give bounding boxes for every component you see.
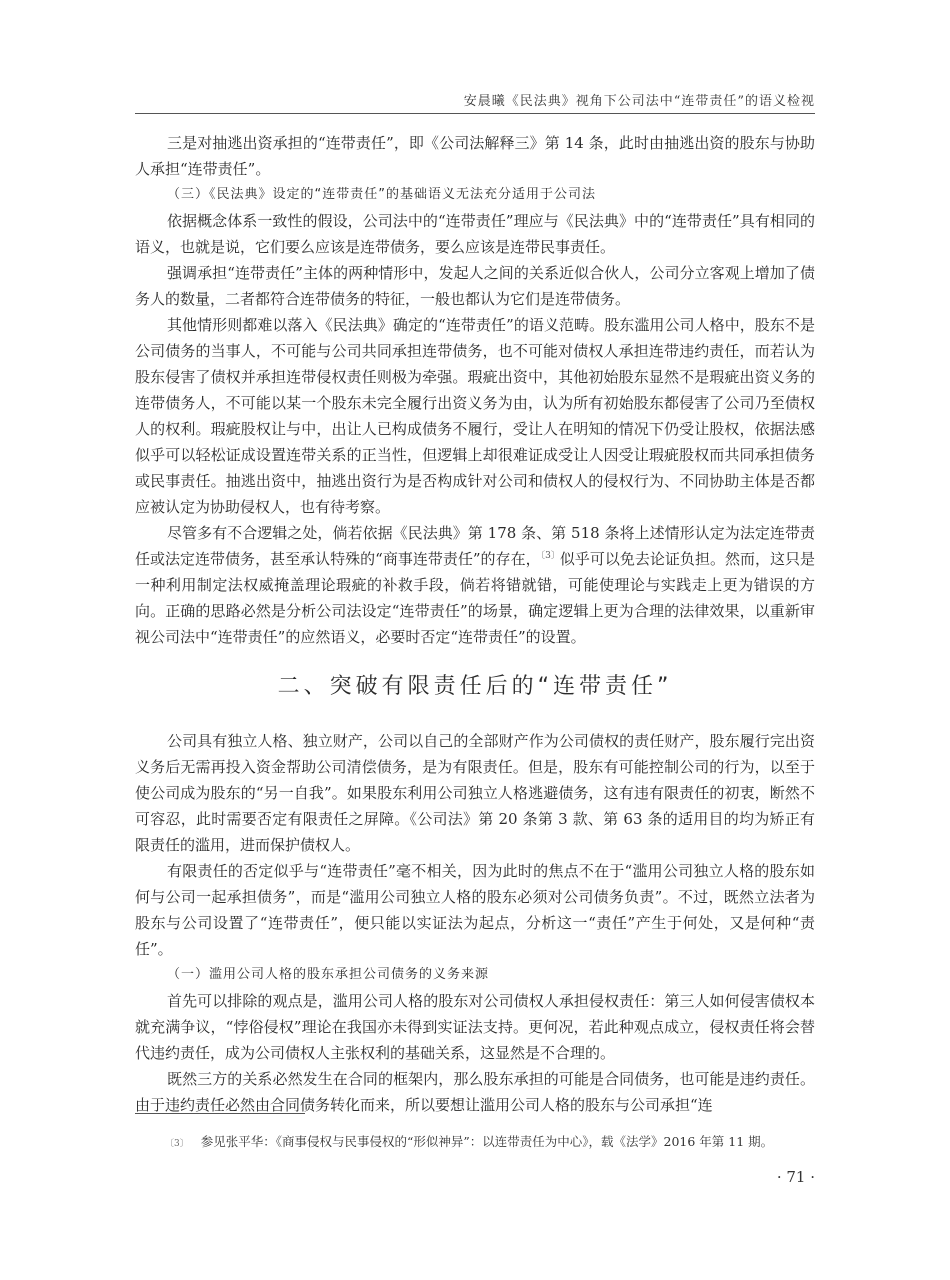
subsection-heading: （一）滥用公司人格的股东承担公司债务的义务来源 [167, 967, 490, 982]
section-title: 二、突破有限责任后的“连带责任” [277, 674, 673, 699]
paragraph-text: 尽管多有不合逻辑之处，倘若依据《民法典》第 178 条、第 518 条将上述情形认定为法定连带责任或法定连带债务，甚至承认特殊的“商事连带责任”的存在， [135, 524, 815, 568]
paragraph: 公司具有独立人格、独立财产，公司以自己的全部财产作为公司债权的责任财产，股东履行完出资义务后无需再投入资金帮助公司清偿债务，是为有限责任。但是，股东有可能控制公司的行为，以至于使公司成为股东的“另一自我”。如果股东利用公司独立人格逃避债务，这有违有限责任的初衷，断然不可容忍，此时需要否定有限责任之屏障。《公司法》第 20 条第 3 款、第 63 条的适用目的均为矫正有限责任的滥用，进而保护债权人。 [135, 732, 815, 854]
article-body [135, 130, 815, 1118]
header-rule [135, 113, 815, 114]
paragraph: 强调承担“连带责任”主体的两种情形中，发起人之间的关系近似合伙人，公司分立客观上增加了债务人的数量，二者都符合连带债务的特征，一般也都认为它们是连带债务。 [135, 264, 815, 308]
footnote-mark: 〔3〕 [165, 1139, 189, 1149]
subsection-heading: （三）《民法典》设定的“连带责任”的基础语义无法充分适用于公司法 [167, 187, 596, 202]
footnote-ref[interactable]: 〔3〕 [540, 551, 560, 561]
paragraph: 三是对抽逃出资承担的“连带责任”，即《公司法解释三》第 14 条，此时由抽逃出资的股东与协助人承担“连带责任”。 [135, 134, 815, 178]
footnote-rule [135, 1113, 305, 1114]
page-number: · 71 · [776, 1168, 815, 1186]
paragraph: 既然三方的关系必然发生在合同的框架内，那么股东承担的可能是合同债务，也可能是违约责任。由于违约责任必然由合同债务转化而来，所以要想让滥用公司人格的股东与公司承担“连 [135, 1070, 815, 1114]
paragraph: 有限责任的否定似乎与“连带责任”毫不相关，因为此时的焦点不在于“滥用公司独立人格的股东如何与公司一起承担债务”，而是“滥用公司独立人格的股东必须对公司债务负责”。不过，既然立法者为股东与公司设置了“连带责任”，便只能以实证法为起点，分析这一“责任”产生于何处，又是何种“责任”。 [135, 862, 815, 958]
paragraph-text: 似乎可以免去论证负担。然而，这只是一种利用制定法权威掩盖理论瑕疵的补救手段，倘若将错就错，可能使理论与实践走上更为错误的方向。正确的思路必然是分析公司法设定“连带责任”的场景，确定逻辑上更为合理的法律效果，以重新审视公司法中“连带责任”的应然语义，必要时否定“连带责任”的设置。 [135, 550, 815, 646]
footnote [165, 1133, 815, 1153]
paragraph [135, 520, 815, 650]
footnote-text: 参见张平华：《商事侵权与民事侵权的“形似神异”：以连带责任为中心》，载《法学》2016 年第 11 期。 [200, 1134, 774, 1149]
running-head: 安晨曦《民法典》视角下公司法中“连带责任”的语义检视 [463, 94, 815, 109]
paragraph: 依据概念体系一致性的假设，公司法中的“连带责任”理应与《民法典》中的“连带责任”具有相同的语义，也就是说，它们要么应该是连带债务，要么应该是连带民事责任。 [135, 212, 815, 256]
paragraph: 首先可以排除的观点是，滥用公司人格的股东对公司债权人承担侵权责任：第三人如何侵害债权本就充满争议，“悖俗侵权”理论在我国亦未得到实证法支持。更何况，若此种观点成立，侵权责任将会替代违约责任，成为公司债权人主张权利的基础关系，这显然是不合理的。 [135, 992, 815, 1062]
paragraph: 其他情形则都难以落入《民法典》确定的“连带责任”的语义范畴。股东滥用公司人格中，股东不是公司债务的当事人，不可能与公司共同承担连带债务，也不可能对债权人承担连带违约责任，而若认为股东侵害了债权并承担连带侵权责任则极为牵强。瑕疵出资中，其他初始股东显然不是瑕疵出资义务的连带债务人，不可能以某一个股东未完全履行出资义务为由，认为所有初始股东都侵害了公司乃至债权人的权利。瑕疵股权让与中，出让人已构成债务不履行，受让人在明知的情况下仍受让股权，依据法感似乎可以轻松证成设置连带关系的正当性，但逻辑上却很难证成受让人因受让瑕疵股权而共同承担债务或民事责任。抽逃出资中，抽逃出资行为是否构成针对公司和债权人的侵权行为、不同协助主体是否都应被认定为协助侵权人，也有待考察。 [135, 316, 815, 516]
